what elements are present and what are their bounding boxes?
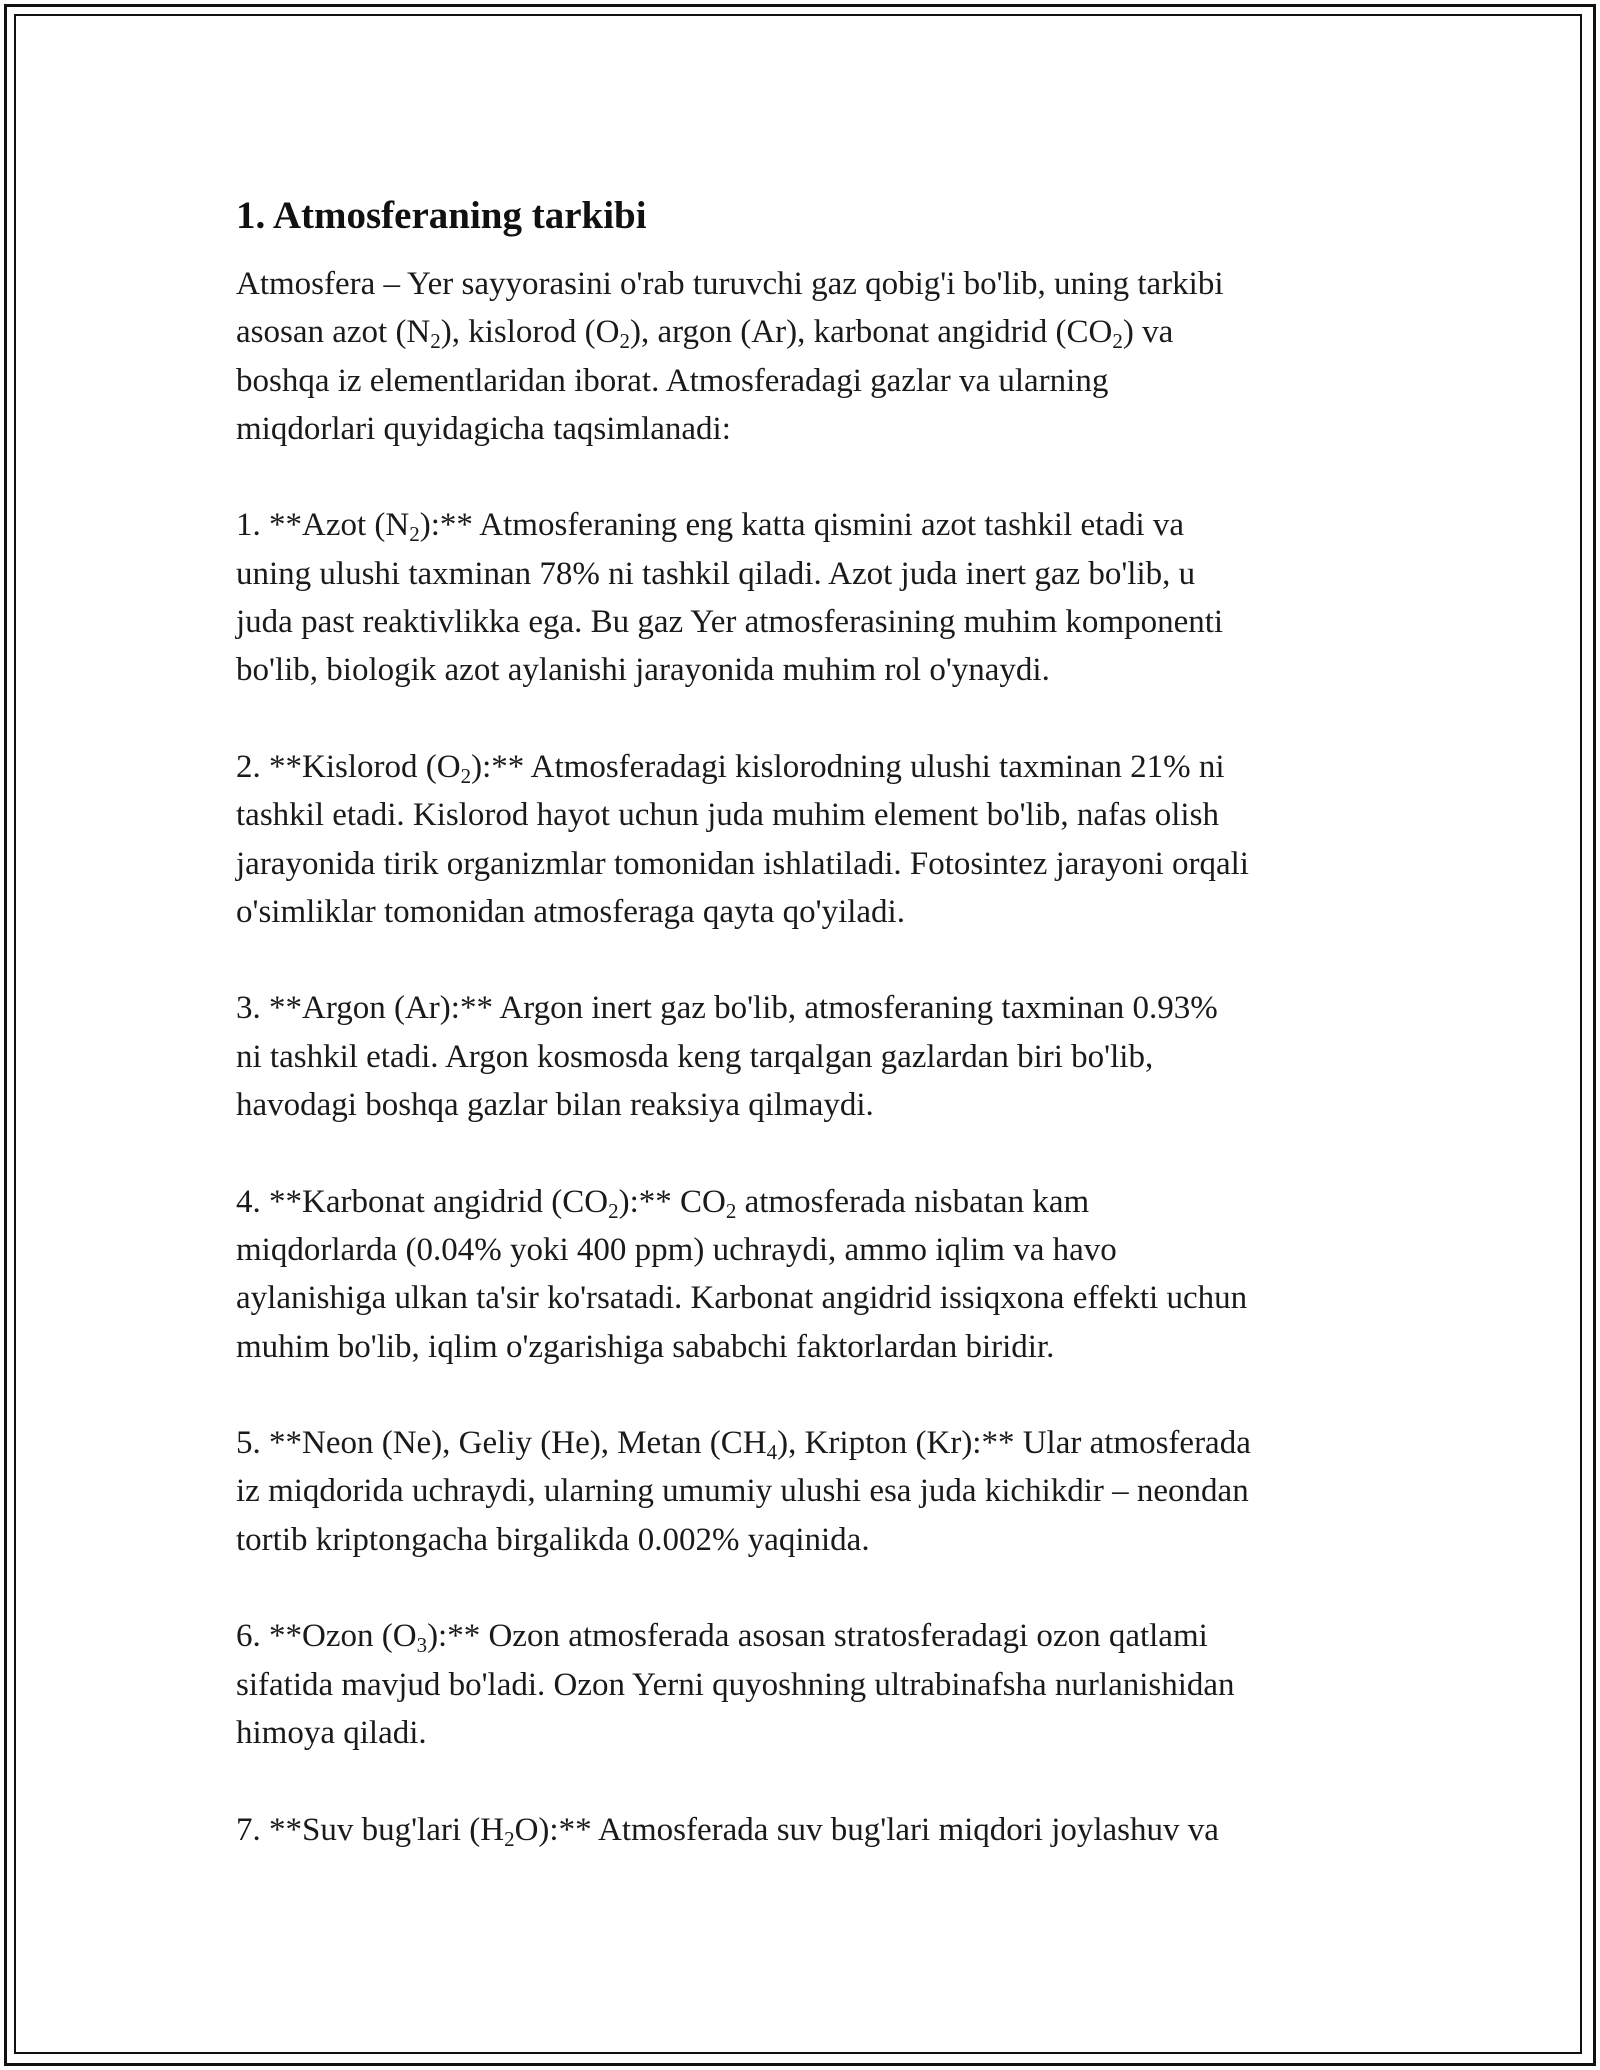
item3-line-3: havodagi boshqa gazlar bilan reaksiya qilmaydi. bbox=[236, 1087, 874, 1124]
list-item-suv-buglari bbox=[236, 1806, 1376, 1854]
item1-line-2: uning ulushi taxminan 78% ni tashkil qiladi. Azot juda inert gaz bo'lib, u bbox=[236, 555, 1196, 592]
intro-line-3: boshqa iz elementlaridan iborat. Atmosferadagi gazlar va ularning bbox=[236, 362, 1109, 399]
item7-line-1: 7. **Suv bug'lari $(H_2O):**$ Atmosferada suv bug'lari miqdori joylashuv va bbox=[236, 1811, 1219, 1851]
list-item-karbonat-angidrid bbox=[236, 1178, 1376, 1371]
item1-line-4: bo'lib, biologik azot aylanishi jarayonida muhim rol o'ynaydi. bbox=[236, 652, 1050, 689]
item4-line-2: miqdorlarda (0.04% yoki 400 ppm) uchraydi, ammo iqlim va havo bbox=[236, 1231, 1117, 1268]
item4-line-1: 4. **Karbonat angidrid $(CO_2):**$ $CO_2$ atmosferada nisbatan kam bbox=[236, 1183, 1090, 1223]
list-item-trace-gases bbox=[236, 1419, 1376, 1564]
item3-line-1: 3. **Argon (Ar):** Argon inert gaz bo'lib, atmosferaning taxminan 0.93% bbox=[236, 990, 1218, 1027]
item2-line-2: tashkil etadi. Kislorod hayot uchun juda muhim element bo'lib, nafas olish bbox=[236, 797, 1219, 834]
item6-line-1: 6. **Ozon $(O_3):**$ Ozon atmosferada asosan stratosferadagi ozon qatlami bbox=[236, 1618, 1208, 1658]
section-heading: 1. Atmosferaning tarkibi bbox=[236, 194, 647, 237]
item5-line-3: tortib kriptongacha birgalikda 0.002% yaqinida. bbox=[236, 1521, 870, 1558]
intro-paragraph bbox=[236, 260, 1376, 453]
item2-line-3: jarayonida tirik organizmlar tomonidan ishlatiladi. Fotosintez jarayoni orqali bbox=[236, 845, 1249, 882]
item1-line-1: 1. **Azot $(N_2):**$ Atmosferaning eng katta qismini azot tashkil etadi va bbox=[236, 507, 1185, 547]
list-item-kislorod bbox=[236, 743, 1376, 936]
item6-line-2: sifatida mavjud bo'ladi. Ozon Yerni quyoshning ultrabinafsha nurlanishidan bbox=[236, 1666, 1235, 1703]
item5-line-1: 5. **Neon (Ne), Geliy (He), Metan $(CH_4)$, Kripton (Kr):** Ular atmosferada bbox=[236, 1425, 1251, 1465]
item4-line-4: muhim bo'lib, iqlim o'zgarishiga sababchi faktorlardan biridir. bbox=[236, 1328, 1055, 1365]
intro-line-1: Atmosfera – Yer sayyorasini o'rab turuvchi gaz qobig'i bo'lib, uning tarkibi bbox=[236, 266, 1224, 302]
list-item-azot bbox=[236, 501, 1376, 694]
list-item-argon bbox=[236, 984, 1376, 1129]
item4-line-3: aylanishiga ulkan ta'sir ko'rsatadi. Karbonat angidrid issiqxona effekti uchun bbox=[236, 1280, 1248, 1317]
intro-line-2: asosan azot $(N_2)$, kislorod $(O_2)$, argon (Ar), karbonat angidrid $(CO_2)$ va bbox=[236, 314, 1174, 354]
document-body bbox=[236, 188, 1376, 1902]
list-item-ozon bbox=[236, 1612, 1376, 1757]
item1-line-3: juda past reaktivlikka ega. Bu gaz Yer atmosferasining muhim komponenti bbox=[236, 604, 1224, 641]
item3-line-2: ni tashkil etadi. Argon kosmosda keng tarqalgan gazlardan biri bo'lib, bbox=[236, 1038, 1154, 1075]
intro-line-4: miqdorlari quyidagicha taqsimlanadi: bbox=[236, 410, 731, 447]
item2-line-1: 2. **Kislorod $(O_2):**$ Atmosferadagi kislorodning ulushi taxminan 21% ni bbox=[236, 748, 1225, 788]
item2-line-4: o'simliklar tomonidan atmosferaga qayta qo'yiladi. bbox=[236, 893, 905, 930]
item5-line-2: iz miqdorida uchraydi, ularning umumiy ulushi esa juda kichikdir – neondan bbox=[236, 1473, 1249, 1510]
item6-line-3: himoya qiladi. bbox=[236, 1714, 427, 1751]
